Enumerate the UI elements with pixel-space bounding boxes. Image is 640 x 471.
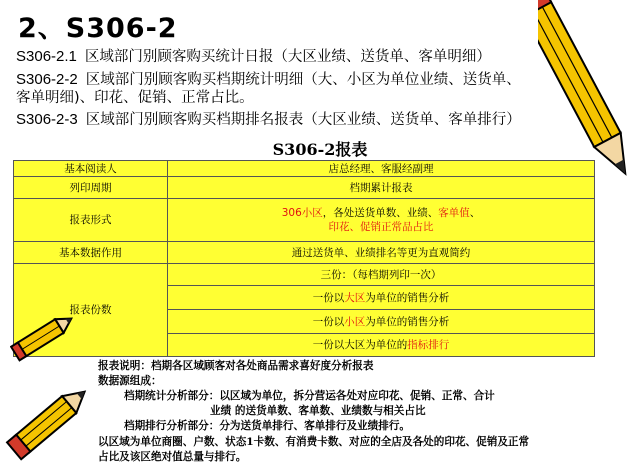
table-row (14, 264, 595, 286)
value-text: 一份以 (312, 291, 345, 304)
table-row (14, 161, 595, 177)
pencil-icon (0, 372, 100, 471)
highlight-text: 大区 (344, 291, 366, 304)
item-s306-2-2-continued: 客单明细)、印花、促销、正常占比。 (16, 90, 254, 106)
note-line: 档期统计分析部分：以区域为单位，拆分营运各处对应印花、促销、正常、合计 (124, 390, 495, 402)
value-text: ，各处送货单数、业绩、 (322, 207, 439, 219)
note-line: 报表说明：档期各区域顾客对各处商品需求喜好度分析报表 (98, 360, 374, 372)
table-title: S306-2报表 (272, 140, 368, 159)
note-line: 业绩 的送货单数、客单数、业绩数与相关占比 (210, 405, 426, 417)
note-line: 数据源组成： (98, 375, 162, 387)
pencil-icon (10, 305, 80, 365)
highlight-text: 指标排行 (407, 339, 450, 351)
item-text: 区域部门别顾客购买统计日报（大区业绩、送货单、客单明细） (84, 49, 491, 65)
note-line: 档期排行分析部分：分为送货单排行、客单排行及业绩排行。 (124, 420, 411, 432)
row-label: 基本数据作用 (14, 242, 168, 264)
page-title: 2、S306-2 (18, 13, 178, 44)
value-text: 一份以 (312, 315, 345, 328)
table-row (14, 177, 595, 199)
pencil-icon (538, 0, 640, 210)
row-value (168, 199, 595, 242)
item-code: S306-2.1 (16, 48, 77, 65)
value-text: 为单位的销售分析 (365, 291, 450, 304)
row-value: 三份：（每档期列印一次） (168, 264, 595, 286)
item-s306-2-2 (16, 70, 521, 90)
table-row (14, 199, 595, 242)
item-code: S306-2-2 (16, 71, 78, 88)
item-code: S306-2-3 (16, 111, 78, 128)
item-text: 区域部门别顾客购买档期排名报表（大区业绩、送货单、客单排行） (85, 112, 521, 128)
table-row (14, 242, 595, 264)
highlight-text: 小区 (344, 315, 366, 328)
row-label: 报表份数 (14, 264, 168, 357)
report-table (13, 160, 595, 357)
item-s306-2-1 (16, 47, 491, 67)
value-text: 为单位的销售分析 (365, 315, 450, 328)
row-value (168, 286, 595, 310)
highlight-text: 印花、促销正常品占比 (328, 221, 434, 233)
item-s306-2-3 (16, 110, 521, 130)
note-line: 占比及该区绝对值总量与排行。 (98, 451, 247, 463)
row-label: 报表形式 (14, 199, 168, 242)
row-label: 基本阅读人 (14, 161, 168, 177)
highlight-text: 客单值 (438, 207, 470, 219)
note-line: 以区域为单位商圈、户数、状态1卡数、有消费卡数、对应的全店及各处的印花、促销及正常 (98, 436, 530, 448)
item-text: 区域部门别顾客购买档期统计明细（大、小区为单位业绩、送货单、 (85, 72, 521, 88)
highlight-text: 306小区 (281, 207, 323, 219)
row-label: 列印周期 (14, 177, 168, 199)
row-value: 通过送货单、业绩排名等更为直观简约 (168, 242, 595, 264)
row-value: 店总经理、客服经副理 (168, 161, 595, 177)
row-value (168, 310, 595, 334)
value-text: 、 (469, 207, 481, 219)
row-value: 档期累计报表 (168, 177, 595, 199)
row-value (168, 334, 595, 357)
value-text: 一份以大区为单位的 (312, 339, 408, 351)
